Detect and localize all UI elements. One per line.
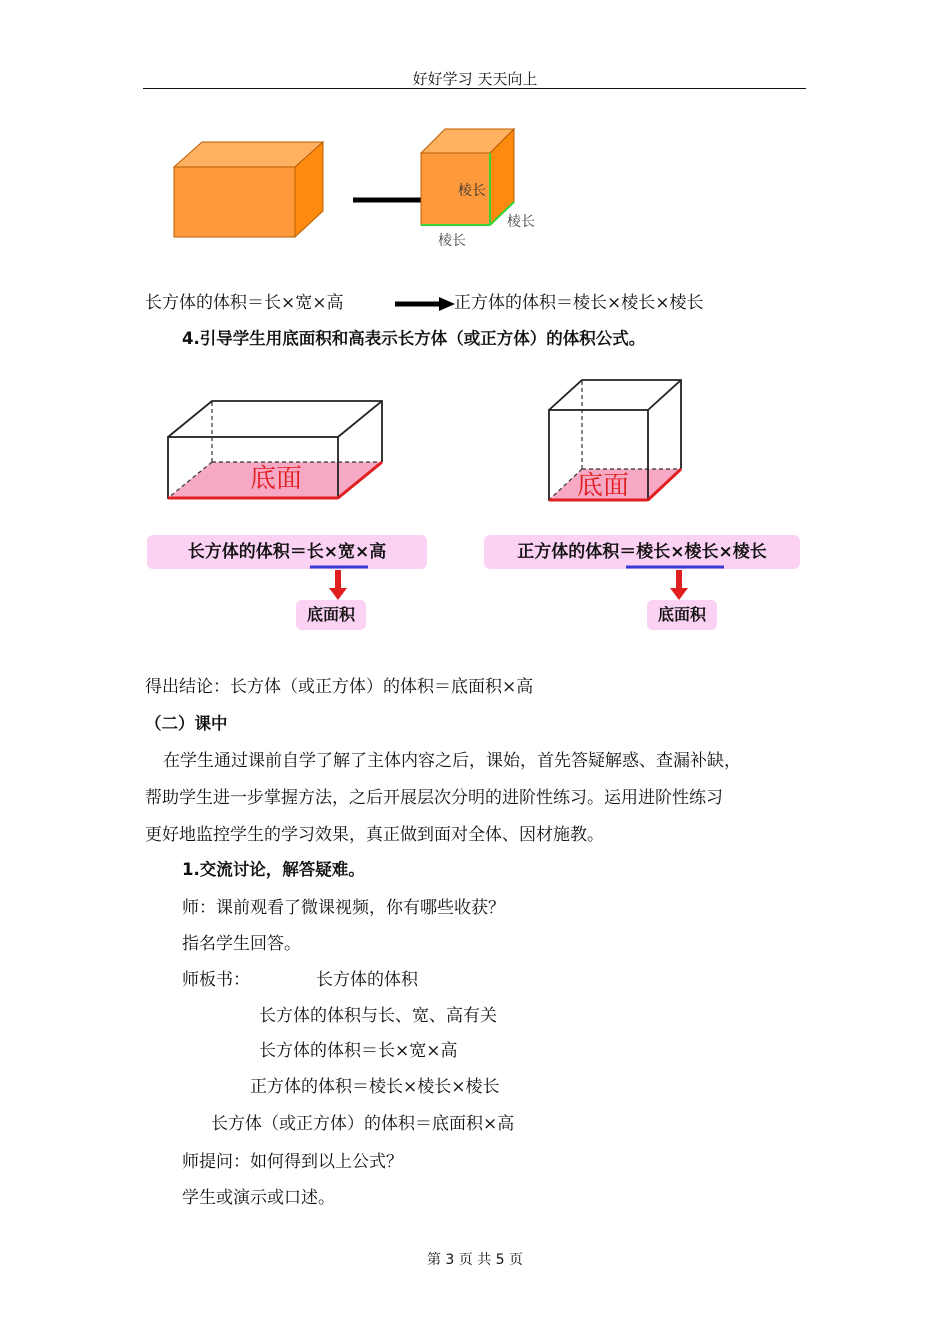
cube-volume-formula: 正方体的体积＝棱长×棱长×棱长: [454, 293, 704, 313]
figure-cuboid-base: [160, 395, 390, 507]
cube-formula-box: 正方体的体积＝棱长×棱长×棱长: [484, 535, 800, 569]
conclusion: 得出结论：长方体（或正方体）的体积＝底面积×高: [145, 677, 534, 697]
edge-label: 棱长: [458, 183, 486, 199]
teacher-question: 师：课前观看了微课视频，你有哪些收获？: [182, 898, 505, 918]
arrow-right-icon: [395, 296, 457, 312]
paragraph-line: 在学生通过课前自学了解了主体内容之后，课始，首先答疑解惑、查漏补缺，: [163, 751, 741, 771]
edge-label: 棱长: [438, 233, 466, 249]
rect-formula-box: 长方体的体积＝长×宽×高: [147, 535, 427, 569]
step4-heading: 4.引导学生用底面积和高表示长方体（或正方体）的体积公式。: [182, 329, 646, 348]
figure-cube-base: [543, 374, 688, 504]
paragraph-line: 帮助学生进一步掌握方法，之后开展层次分明的进阶性练习。运用进阶性练习: [145, 788, 723, 808]
student-demo: 学生或演示或口述。: [182, 1188, 335, 1208]
teacher-ask: 师提问：如何得到以上公式？: [182, 1152, 403, 1172]
board-line: 长方体的体积＝长×宽×高: [259, 1041, 458, 1061]
call-student: 指名学生回答。: [182, 934, 301, 954]
down-arrow-icon: [623, 564, 733, 604]
page-header: 好好学习 天天向上: [412, 70, 538, 88]
board-line: 长方体（或正方体）的体积＝底面积×高: [211, 1114, 515, 1134]
edge-label: 棱长: [507, 214, 535, 230]
base-label: 底面: [250, 464, 303, 494]
step1-heading: 1.交流讨论，解答疑难。: [182, 860, 365, 879]
board-line: 正方体的体积＝棱长×棱长×棱长: [250, 1077, 500, 1097]
section-heading: （二）课中: [145, 714, 228, 733]
figure-cuboid-to-cube: [150, 125, 570, 255]
board-label: 师板书：: [182, 970, 250, 990]
page-number: 第 3 页 共 5 页: [426, 1252, 524, 1268]
base-label: 底面: [577, 471, 630, 501]
orange-cube-icon: [421, 129, 514, 225]
orange-cuboid-icon: [174, 142, 323, 237]
base-area-box: 底面积: [647, 600, 717, 630]
rect-volume-formula: 长方体的体积＝长×宽×高: [145, 293, 344, 313]
header-divider: [143, 88, 806, 89]
board-title: 长方体的体积: [316, 970, 418, 990]
board-line: 长方体的体积与长、宽、高有关: [259, 1006, 497, 1026]
down-arrow-icon: [300, 564, 380, 604]
paragraph-line: 更好地监控学生的学习效果，真正做到面对全体、因材施教。: [145, 825, 604, 845]
base-area-box: 底面积: [296, 600, 366, 630]
